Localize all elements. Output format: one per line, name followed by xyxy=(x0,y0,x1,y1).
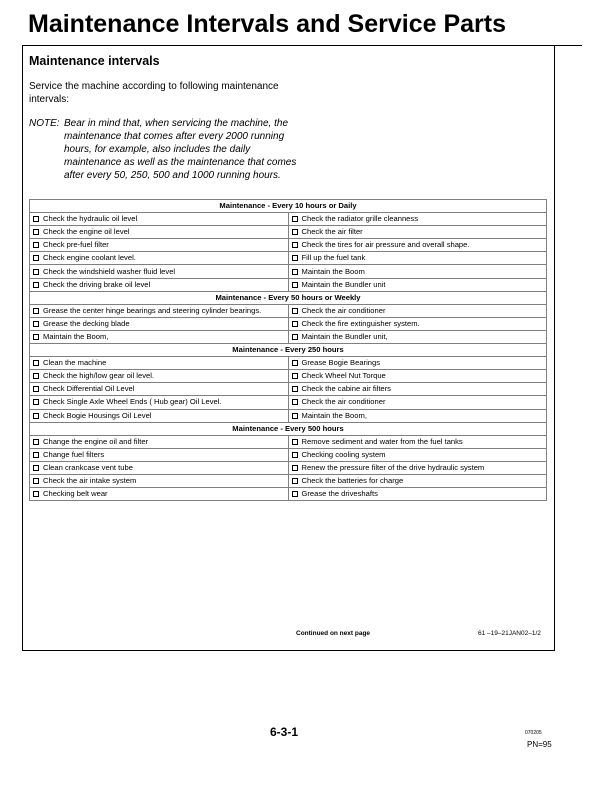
checkbox-icon[interactable] xyxy=(33,373,39,379)
table-row xyxy=(30,213,547,226)
checkbox-icon[interactable] xyxy=(292,269,298,275)
checklist-item xyxy=(288,488,547,501)
pn-label: PN=95 xyxy=(527,740,552,749)
checklist-item xyxy=(288,213,547,226)
table-row xyxy=(30,435,547,448)
checklist-item-label: Grease Bogie Bearings xyxy=(301,358,381,368)
checklist-item-label: Maintain the Bundler unit, xyxy=(301,331,388,341)
checklist-item-label: Check the driving brake oil level xyxy=(43,279,151,289)
checkbox-icon[interactable] xyxy=(33,399,39,405)
table-row xyxy=(30,330,547,343)
checkbox-icon[interactable] xyxy=(33,478,39,484)
table-row xyxy=(30,461,547,474)
intro-text: Service the machine according to following maintenance intervals: xyxy=(29,81,279,105)
checklist-item xyxy=(30,488,289,501)
checklist-item-label: Maintain the Bundler unit xyxy=(301,279,386,289)
checklist-item-label: Check the radiator grille cleanness xyxy=(301,214,418,224)
checkbox-icon[interactable] xyxy=(292,229,298,235)
checklist-item xyxy=(288,252,547,265)
checkbox-icon[interactable] xyxy=(292,321,298,327)
checklist-item-label: Grease the driveshafts xyxy=(301,489,378,499)
checklist-item xyxy=(30,370,289,383)
checklist-item xyxy=(288,330,547,343)
maintenance-table xyxy=(29,199,547,501)
checklist-item-label: Grease the decking blade xyxy=(43,318,130,328)
checkbox-icon[interactable] xyxy=(292,413,298,419)
table-group-header-row xyxy=(30,200,547,213)
continued-note: Continued on next page xyxy=(296,630,371,637)
checkbox-icon[interactable] xyxy=(33,269,39,275)
checklist-item xyxy=(30,409,289,422)
checkbox-icon[interactable] xyxy=(33,491,39,497)
checklist-item xyxy=(30,226,289,239)
checklist-item xyxy=(30,357,289,370)
checklist-item-label: Check the high/low gear oil level. xyxy=(43,371,155,381)
checklist-item-label: Check the cabine air filters xyxy=(301,384,391,394)
checkbox-icon[interactable] xyxy=(292,282,298,288)
checklist-item xyxy=(30,265,289,278)
checklist-item xyxy=(288,448,547,461)
checkbox-icon[interactable] xyxy=(33,334,39,340)
checklist-item-label: Remove sediment and water from the fuel tanks xyxy=(301,436,463,446)
checklist-item xyxy=(30,304,289,317)
table-group-header-row xyxy=(30,291,547,304)
checkbox-icon[interactable] xyxy=(33,360,39,366)
checklist-item xyxy=(288,357,547,370)
checkbox-icon[interactable] xyxy=(292,255,298,261)
checklist-item-label: Check the windshield washer fluid level xyxy=(43,266,176,276)
group-header: Maintenance - Every 10 hours or Daily xyxy=(30,200,547,213)
group-header: Maintenance - Every 500 hours xyxy=(30,422,547,435)
checklist-item xyxy=(288,370,547,383)
checklist-item xyxy=(288,409,547,422)
checkbox-icon[interactable] xyxy=(33,413,39,419)
checkbox-icon[interactable] xyxy=(292,465,298,471)
checklist-item xyxy=(30,317,289,330)
checkbox-icon[interactable] xyxy=(33,452,39,458)
checklist-item-label: Fill up the fuel tank xyxy=(301,253,366,263)
date-code: 070205 xyxy=(525,730,542,736)
table-row xyxy=(30,317,547,330)
checklist-item-label: Check the air intake system xyxy=(43,476,137,486)
checklist-item-label: Renew the pressure filter of the drive hydraulic system xyxy=(301,462,485,472)
checkbox-icon[interactable] xyxy=(292,399,298,405)
checklist-item xyxy=(30,239,289,252)
checklist-item-label: Change the engine oil and filter xyxy=(43,436,149,446)
checkbox-icon[interactable] xyxy=(33,242,39,248)
checkbox-icon[interactable] xyxy=(33,216,39,222)
group-header: Maintenance - Every 50 hours or Weekly xyxy=(30,291,547,304)
table-row xyxy=(30,265,547,278)
checklist-item xyxy=(30,383,289,396)
checkbox-icon[interactable] xyxy=(33,282,39,288)
checkbox-icon[interactable] xyxy=(292,308,298,314)
checklist-item xyxy=(288,461,547,474)
checkbox-icon[interactable] xyxy=(33,465,39,471)
checklist-item xyxy=(30,435,289,448)
checkbox-icon[interactable] xyxy=(292,242,298,248)
checklist-item-label: Check Wheel Nut Torque xyxy=(301,371,386,381)
table-row xyxy=(30,383,547,396)
checkbox-icon[interactable] xyxy=(292,452,298,458)
checklist-item-label: Check the air conditioner xyxy=(301,397,386,407)
checklist-item-label: Maintain the Boom xyxy=(301,266,365,276)
table-row xyxy=(30,370,547,383)
checklist-item xyxy=(288,226,547,239)
table-row xyxy=(30,304,547,317)
table-group-header-row xyxy=(30,422,547,435)
checklist-item-label: Checking belt wear xyxy=(43,489,108,499)
checkbox-icon[interactable] xyxy=(292,373,298,379)
table-row xyxy=(30,278,547,291)
checklist-item xyxy=(30,396,289,409)
table-row xyxy=(30,239,547,252)
checklist-item-label: Clean the machine xyxy=(43,358,107,368)
note-text: Bear in mind that, when servicing the machine, the maintenance that comes after every 2000 running hours, for example, also includes the daily maintenance as well as the maintenance that comes after every 50, 250, 500 and 1000 running hours. xyxy=(64,118,297,181)
note-label: NOTE: xyxy=(29,118,60,129)
checklist-item xyxy=(288,474,547,487)
checklist-item xyxy=(288,396,547,409)
checklist-item-label: Check engine coolant level. xyxy=(43,253,136,263)
checklist-item-label: Check the engine oil level xyxy=(43,227,130,237)
checklist-item-label: Clean crankcase vent tube xyxy=(43,462,133,472)
checkbox-icon[interactable] xyxy=(292,334,298,340)
checklist-item xyxy=(288,304,547,317)
checklist-item-label: Check the fire extinguisher system. xyxy=(301,318,420,328)
checklist-item xyxy=(30,474,289,487)
checkbox-icon[interactable] xyxy=(33,229,39,235)
checklist-item-label: Check Single Axle Wheel Ends ( Hub gear) Oil Level. xyxy=(43,397,222,407)
checklist-item-label: Check the hydraulic oil level xyxy=(43,214,138,224)
table-row xyxy=(30,474,547,487)
checklist-item-label: Maintain the Boom, xyxy=(43,331,109,341)
checklist-item xyxy=(288,278,547,291)
checklist-item-label: Check the air filter xyxy=(301,227,363,237)
table-row xyxy=(30,409,547,422)
checklist-item xyxy=(30,461,289,474)
checklist-item-label: Maintain the Boom, xyxy=(301,410,367,420)
table-row xyxy=(30,357,547,370)
checklist-item-label: Check the batteries for charge xyxy=(301,476,404,486)
checklist-item-label: Check pre-fuel filter xyxy=(43,240,109,250)
checkbox-icon[interactable] xyxy=(33,439,39,445)
checkbox-icon[interactable] xyxy=(33,386,39,392)
checklist-item-label: Check the tires for air pressure and overall shape. xyxy=(301,240,470,250)
checklist-item xyxy=(30,330,289,343)
table-row xyxy=(30,252,547,265)
checkbox-icon[interactable] xyxy=(292,439,298,445)
checkbox-icon[interactable] xyxy=(292,491,298,497)
checkbox-icon[interactable] xyxy=(292,478,298,484)
checklist-item xyxy=(288,383,547,396)
checkbox-icon[interactable] xyxy=(33,321,39,327)
checklist-item-label: Grease the center hinge bearings and steering cylinder bearings. xyxy=(43,305,262,315)
note-block xyxy=(29,117,299,182)
checklist-item-label: Check Bogie Housings Oil Level xyxy=(43,410,152,420)
checklist-item xyxy=(30,278,289,291)
checkbox-icon[interactable] xyxy=(292,360,298,366)
checklist-item xyxy=(288,317,547,330)
checklist-item xyxy=(288,265,547,278)
group-header: Maintenance - Every 250 hours xyxy=(30,344,547,357)
checklist-item xyxy=(288,239,547,252)
table-group-header-row xyxy=(30,344,547,357)
checklist-item-label: Check Differential Oil Level xyxy=(43,384,135,394)
checklist-item xyxy=(30,448,289,461)
checklist-item-label: Checking cooling system xyxy=(301,449,386,459)
table-row xyxy=(30,448,547,461)
table-row xyxy=(30,226,547,239)
page-title: Maintenance Intervals and Service Parts xyxy=(22,2,582,46)
checklist-item-label: Check the air conditioner xyxy=(301,305,386,315)
checkbox-icon[interactable] xyxy=(33,308,39,314)
reference-code: 61 –19–21JAN02–1/2 xyxy=(478,630,541,637)
checklist-item xyxy=(30,213,289,226)
table-row xyxy=(30,396,547,409)
page-number: 6-3-1 xyxy=(270,725,299,739)
checkbox-icon[interactable] xyxy=(292,216,298,222)
checklist-item xyxy=(288,435,547,448)
checklist-item-label: Change fuel filters xyxy=(43,449,105,459)
checkbox-icon[interactable] xyxy=(33,255,39,261)
section-title: Maintenance intervals xyxy=(29,54,160,68)
checkbox-icon[interactable] xyxy=(292,386,298,392)
table-row xyxy=(30,488,547,501)
checklist-item xyxy=(30,252,289,265)
